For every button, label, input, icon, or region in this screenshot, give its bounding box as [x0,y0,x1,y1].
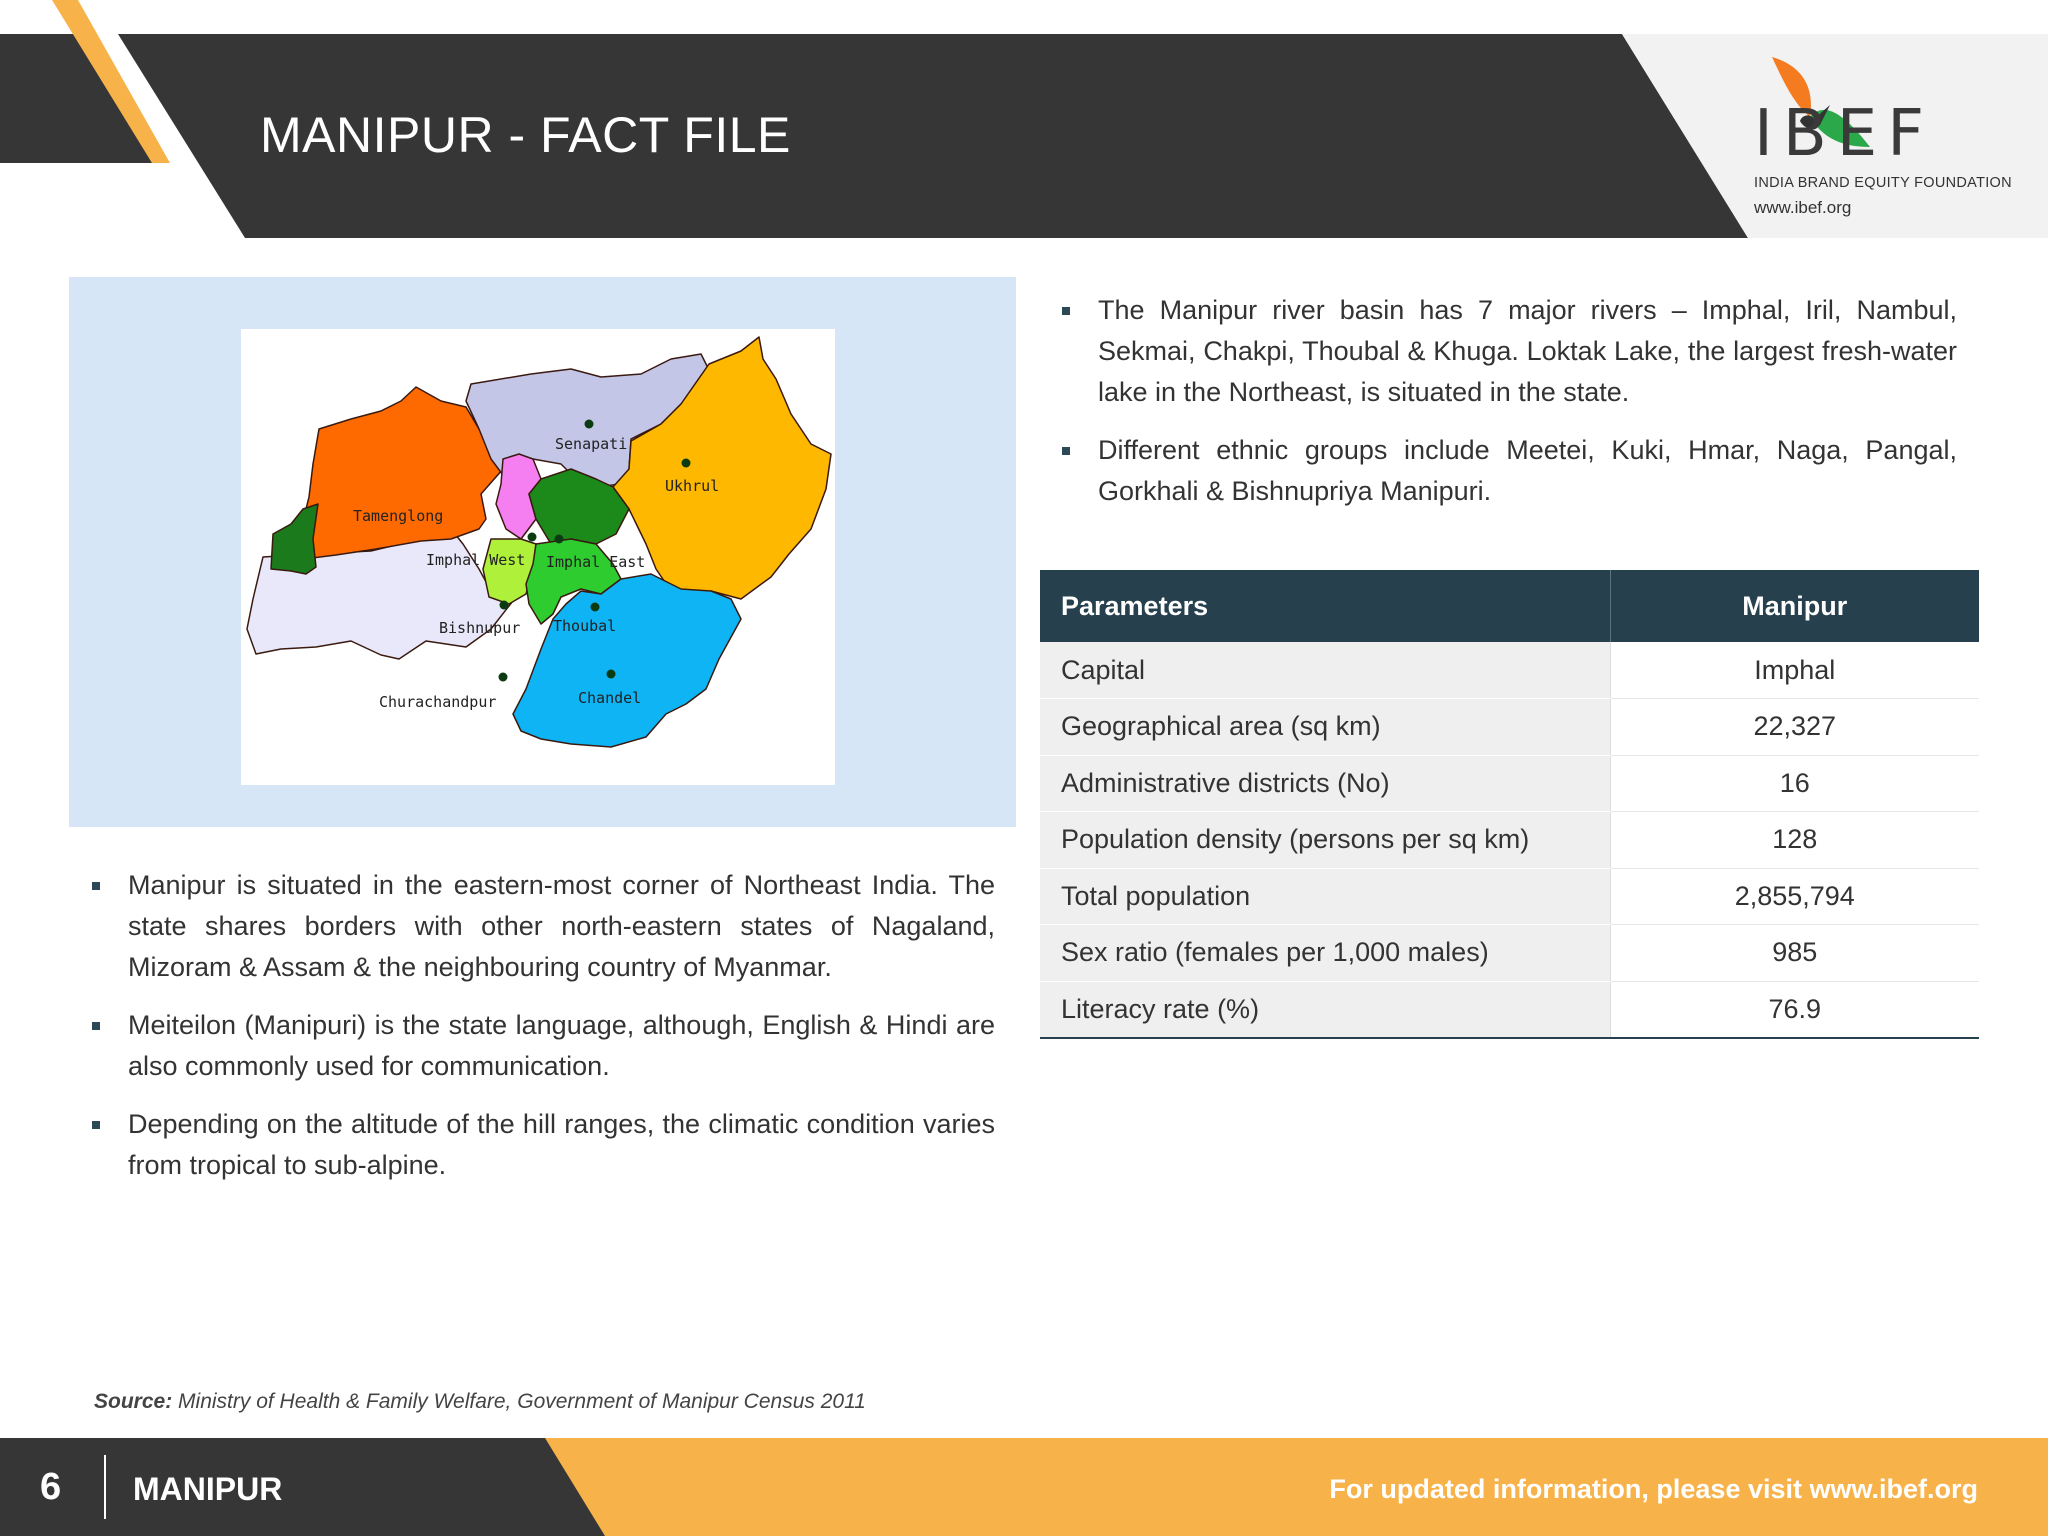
map-panel [69,277,1016,827]
param-cell: Geographical area (sq km) [1040,699,1610,756]
logo-wordmark: IBEF [1754,97,1935,171]
ibef-logo[interactable] [1740,55,2020,225]
logo-url[interactable]: www.ibef.org [1754,198,1852,217]
bullet-square-icon [1062,447,1070,455]
header-banner [0,0,2048,240]
param-cell: Total population [1040,868,1610,925]
district-map [241,329,835,785]
bullet-square-icon [92,1022,100,1030]
table-row [1040,812,1979,869]
district-label-ukhrul: Ukhrul [665,477,720,495]
right-bullet-list [1060,290,1957,529]
district-label-bishnupur: Bishnupur [439,619,521,637]
district-label-chandel: Chandel [578,689,642,707]
bullet-text: The Manipur river basin has 7 major rivers – Imphal, Iril, Nambul, Sekmai, Chakpi, Thoubal & Khuga. Loktak Lake, the largest fresh-water lake in the Northeast, is situated in the state. [1098,295,1957,407]
manipur-map-graphic [241,329,835,785]
list-item [1060,290,1957,413]
bullet-text: Manipur is situated in the eastern-most corner of Northeast India. The state shares borders with other north-eastern states of Nagaland, Mizoram & Assam & the neighbouring country of Myanmar. [128,870,995,982]
district-label-senapati: Senapati [555,435,628,453]
district-label-tamenglong: Tamenglong [353,507,444,525]
param-cell: Literacy rate (%) [1040,981,1610,1038]
parameters-table [1040,570,1979,1039]
district-label-churachandpur: Churachandpur [379,693,497,711]
district-label-imphal-east: Imphal East [546,553,646,571]
table-row [1040,925,1979,982]
value-cell: 76.9 [1610,981,1979,1038]
footer-state-name: MANIPUR [133,1471,283,1507]
source-note [94,1390,866,1414]
footer-visit-link[interactable]: For updated information, please visit www.ibef.org [1329,1474,1978,1504]
district-noney [271,504,318,574]
value-cell: 2,855,794 [1610,868,1979,925]
list-item [90,865,995,988]
table-row [1040,868,1979,925]
footer-divider [104,1455,106,1519]
param-cell: Population density (persons per sq km) [1040,812,1610,869]
table-header-row [1040,570,1979,642]
value-cell: 985 [1610,925,1979,982]
page-number: 6 [40,1466,62,1508]
column-header-manipur: Manipur [1610,570,1979,642]
bullet-square-icon [1062,307,1070,315]
param-cell: Administrative districts (No) [1040,755,1610,812]
list-item [1060,430,1957,512]
left-bullet-list [90,865,995,1203]
param-cell: Sex ratio (females per 1,000 males) [1040,925,1610,982]
bullet-square-icon [92,882,100,890]
list-item [90,1005,995,1087]
value-cell: 22,327 [1610,699,1979,756]
district-label-imphal-west: Imphal West [426,551,526,569]
table-row [1040,755,1979,812]
column-header-parameters: Parameters [1040,570,1610,642]
value-cell: Imphal [1610,642,1979,699]
param-cell: Capital [1040,642,1610,699]
source-text: Ministry of Health & Family Welfare, Government of Manipur Census 2011 [178,1390,866,1413]
value-cell: 16 [1610,755,1979,812]
table-row [1040,642,1979,699]
page-title: MANIPUR - FACT FILE [260,107,791,163]
table-row [1040,699,1979,756]
bullet-square-icon [92,1121,100,1129]
source-label: Source: [94,1390,173,1413]
bullet-text: Different ethnic groups include Meetei, Kuki, Hmar, Naga, Pangal, Gorkhali & Bishnupriya Manipuri. [1098,435,1957,506]
table-row [1040,981,1979,1038]
bullet-text: Meiteilon (Manipuri) is the state language, although, English & Hindi are also commonly used for communication. [128,1010,995,1081]
bullet-text: Depending on the altitude of the hill ranges, the climatic condition varies from tropical to sub-alpine. [128,1109,995,1180]
value-cell: 128 [1610,812,1979,869]
logo-tagline: INDIA BRAND EQUITY FOUNDATION [1754,175,2012,191]
district-label-thoubal: Thoubal [553,617,617,635]
list-item [90,1104,995,1186]
